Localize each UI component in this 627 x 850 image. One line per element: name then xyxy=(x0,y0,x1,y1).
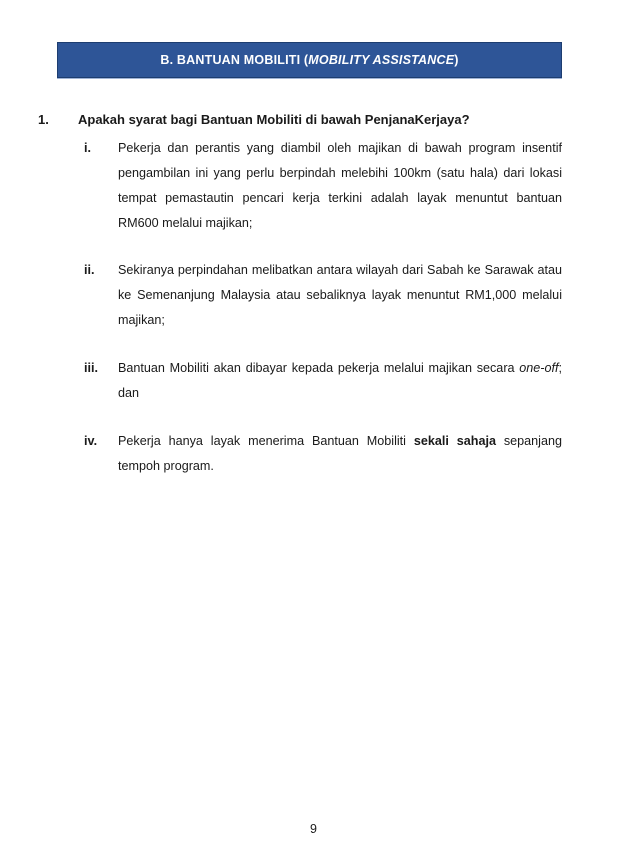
page-number: 9 xyxy=(310,822,317,836)
list-item-text xyxy=(118,429,562,479)
question-text: Apakah syarat bagi Bantuan Mobiliti di bawah PenjanaKerjaya? xyxy=(78,112,470,127)
list-item-iv xyxy=(84,429,562,479)
list-item-text-part: sepanjang tempoh program. xyxy=(118,434,562,473)
list-item-numeral: iv. xyxy=(84,434,98,448)
list-item-numeral: i. xyxy=(84,141,91,155)
section-header xyxy=(57,42,562,78)
list-item-text xyxy=(118,356,562,406)
list-item-text-part: ; dan xyxy=(118,361,562,400)
list-item-ii xyxy=(84,258,562,333)
list-item-text: Sekiranya perpindahan melibatkan antara wilayah dari Sabah ke Sarawak atau ke Semenanjung Malaysia atau sebaliknya layak menuntut RM1,000 melalui majikan; xyxy=(118,263,562,327)
section-title-italic: MOBILITY ASSISTANCE xyxy=(308,53,455,67)
question-number: 1. xyxy=(38,112,49,127)
section-title-prefix: B. BANTUAN MOBILITI ( xyxy=(160,53,309,67)
list-item-numeral: iii. xyxy=(84,361,98,375)
question-1 xyxy=(38,112,568,127)
list-item-text-italic: one-off xyxy=(519,361,559,375)
list-item-numeral: ii. xyxy=(84,263,95,277)
list-item-text-part: Bantuan Mobiliti akan dibayar kepada pekerja melalui majikan secara xyxy=(118,361,520,375)
list-item-text-part: Pekerja hanya layak menerima Bantuan Mobiliti xyxy=(118,434,414,448)
list-item-i xyxy=(84,136,562,236)
list-item-text: Pekerja dan perantis yang diambil oleh majikan di bawah program insentif pengambilan ini yang perlu berpindah melebihi 100km (satu hala) dari lokasi tempat pemastautin pencari kerja terkini adalah layak menuntut bantuan RM600 melalui majikan; xyxy=(118,141,562,230)
section-title-suffix: ) xyxy=(454,53,459,67)
list-item-text-bold: sekali sahaja xyxy=(413,434,496,448)
list-item-iii xyxy=(84,356,562,406)
